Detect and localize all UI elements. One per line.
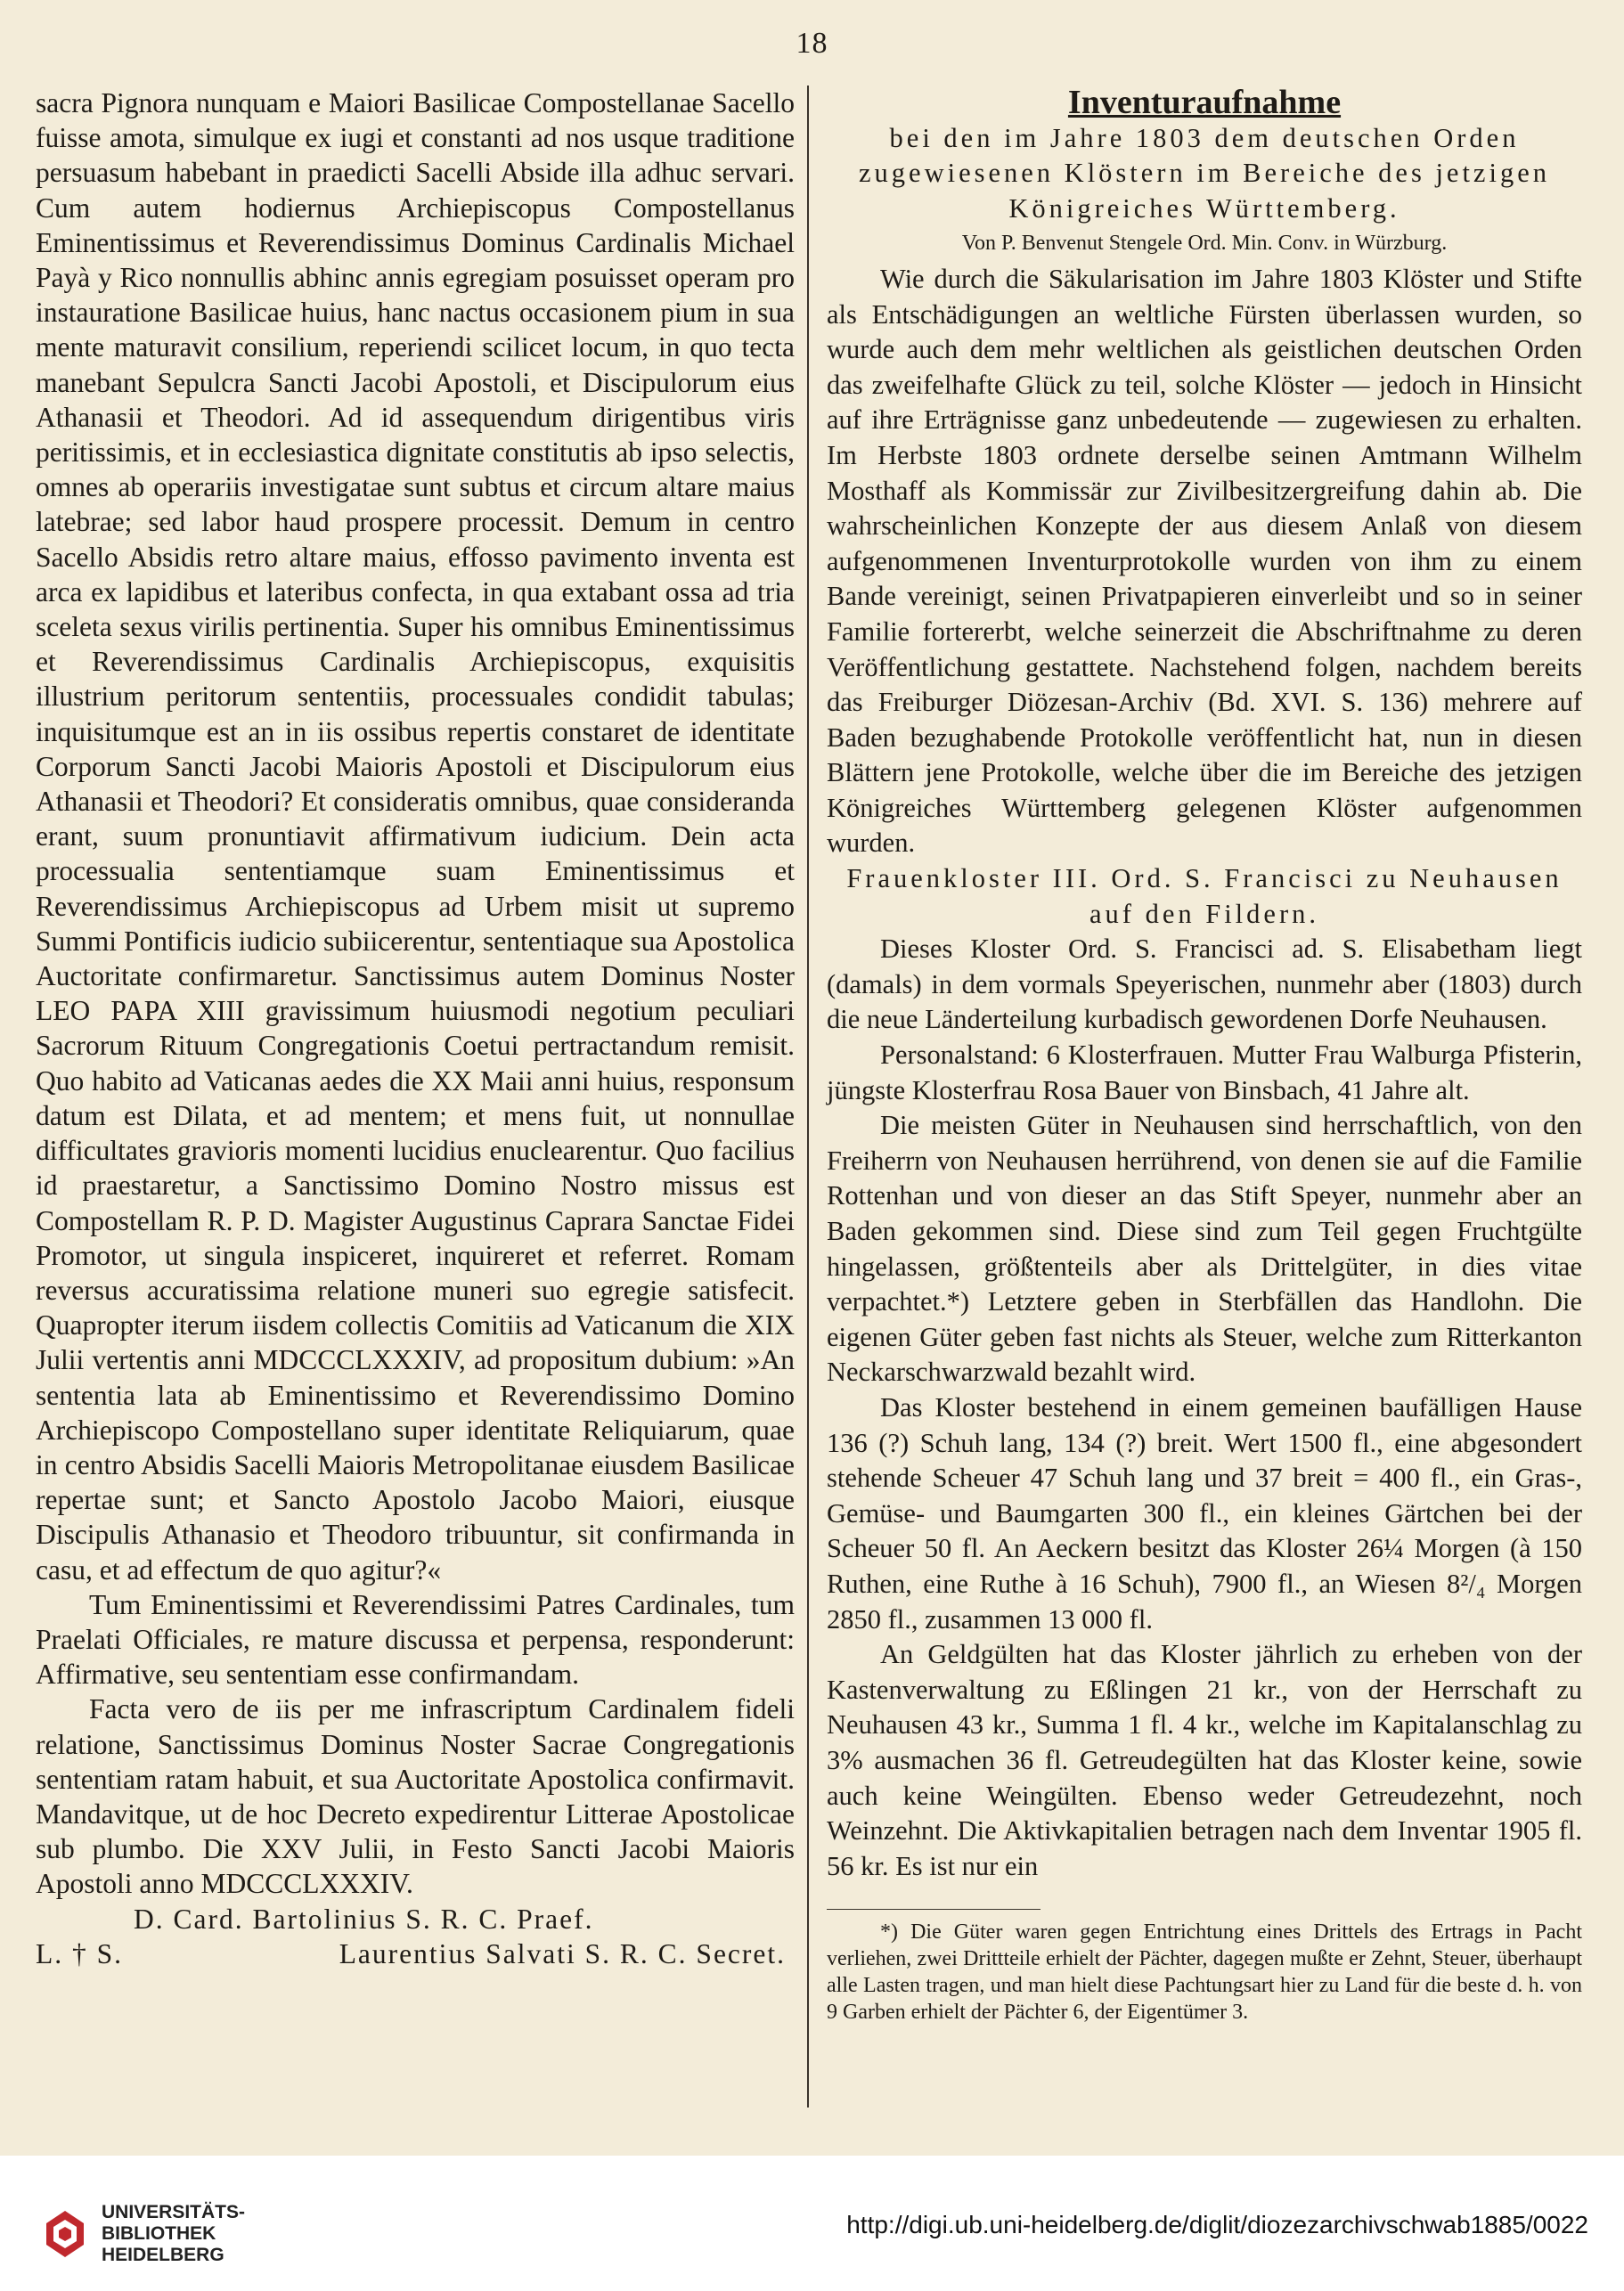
library-name (102, 2202, 245, 2266)
left-paragraph-2: Tum Eminentissimi et Reverendissimi Patres Cardinales, tum Praelati Officiales, re mature discussa et perpensa, responderunt: Affirmative, seu sententiam esse confirmandam. (36, 1588, 795, 1691)
left-paragraph-3: Facta vero de iis per me infrascriptum Cardinalem fideli relatione, Sanctissimus Dominus Noster Sacrae Congregationis sententiam ratam habuit, et sua Auctoritate Apostolica confirmavit. Mandavitque, ut de hoc Decreto expedirentur Litterae Apostolicae sub plumbo. Die XXV Julii, in Festo Sancti Jacobi Maioris Apostoli anno MDCCCLXXXIV. (36, 1693, 795, 1900)
column-divider (807, 86, 809, 2108)
library-crest-icon (45, 2209, 86, 2259)
right-paragraph-4: Das Kloster bestehend in einem gemeinen baufälligen Hause 136 (?) Schuh lang, 134 (?) breit. Wert 1500 fl., eine abgesondert stehende Scheuer 47 Schuh lang und 37 breit = 400 fl., ein Gras-, Gemüse- und Baumgarten 300 fl., ein kleines Gärtchen bei der Scheuer 50 fl. An Aeckern besitzt das Kloster 26¼ Morgen (à 150 Ruthen, eine Ruthe à 16 Schuh), 7900 fl., an Wiesen 8²/₄ Morgen 2850 fl., zusammen 13 000 fl. (827, 1391, 1582, 1635)
article-intro: Wie durch die Säkularisation im Jahre 1803 Klöster und Stifte als Entschädigungen an weltliche Fürsten überlassen wurden, so wurde auch dem mehr weltlichen als geistlichen deutschen Orden das zweifelhafte Glück zu teil, solche Klöster — jedoch in Hinsicht auf ihre Erträgnisse ganz unbedeutende — zugewiesen zu erhalten. Im Herbste 1803 ordnete derselbe seinen Amtmann Wilhelm Mosthaff als Kommissär zur Zivilbesitzergreifung dahin ab. Die wahrscheinlichen Konzepte der aus diesem Anlaß von diesem aufgenommenen Inventurprotokolle wurden von ihm zu einem Bande vereinigt, seinen Privatpapieren einverleibt und so in seiner Familie fortererbt, welche seinerzeit die Abschriftnahme zu deren Veröffentlichung gestattete. Nachstehend folgen, nachdem bereits das Freiburger Diözesan-Archiv (Bd. XVI. S. 136) mehrere auf Baden bezughabende Protokolle veröffentlicht hat, nun in diesen Blättern jene Protokolle, welche über die im Bereiche des jetzigen Königreiches Württemberg gelegenen Klöster aufgenommen wurden. (827, 263, 1582, 859)
article-author: Von P. Benvenut Stengele Ord. Min. Conv. in Würzburg. (961, 232, 1448, 256)
library-name-line-3: HEIDELBERG (102, 2245, 224, 2265)
right-column (827, 86, 1582, 2026)
left-column (36, 86, 795, 1971)
right-paragraph-2: Personalstand: 6 Klosterfrauen. Mutter Frau Walburga Pfisterin, jüngste Klosterfrau Rosa Bauer von Binsbach, 41 Jahre alt. (827, 1040, 1582, 1105)
library-name-line-1: UNIVERSITÄTS- (102, 2202, 246, 2222)
library-footer (0, 2156, 1624, 2291)
section-title: Frauenkloster III. Ord. S. Francisci zu Neuhausen auf den Fildern. (846, 863, 1563, 929)
source-url-link[interactable]: http://digi.ub.uni-heidelberg.de/diglit/diozezarchivschwab1885/0022 (846, 2211, 1588, 2238)
article-subheading: bei den im Jahre 1803 dem deutschen Orden zugewiesenen Klöstern im Bereiche des jetzigen Königreiches Württemberg. (859, 122, 1550, 224)
signature-prefect: D. Card. Bartolinius S. R. C. Praef. (134, 1903, 594, 1935)
seal-mark: L. † S. (36, 1937, 124, 1969)
page-number: 18 (796, 27, 828, 60)
library-logo[interactable] (45, 2202, 245, 2266)
signature-secretary-line (36, 1936, 795, 1971)
signature-secretary: Laurentius Salvati S. R. C. Secret. (339, 1937, 786, 1969)
right-paragraph-3: Die meisten Güter in Neuhausen sind herrschaftlich, von den Freiherrn von Neuhausen herrührend, von denen sie auf die Familie Rottenhan und von dieser an das Stift Speyer, nunmehr aber an Baden gekommen sind. Diese sind zum Teil gegen Fruchtgülte hingelassen, größtenteils aber als Drittelgüter, in dies vitae verpachtet.*) Letztere geben in Sterbfällen das Handlohn. Die eigenen Güter geben fast nichts als Steuer, welche zum Ritterkanton Neckarschwarzwald bezahlt wird. (827, 1110, 1582, 1388)
footnote: *) Die Güter waren gegen Entrichtung eines Drittels des Ertrags in Pacht verliehen, zwei Drittteile erhielt der Pächter, dagegen mußte er Zehnt, Steuer, überhaupt alle Lasten tragen, und man hielt diese Pachtungsart hier zu Land für die beste d. h. von 9 Garben erhielt der Pächter 6, der Eigentümer 3. (827, 1920, 1582, 2025)
article-heading: Inventuraufnahme (1067, 84, 1342, 121)
right-paragraph-5: An Geldgülten hat das Kloster jährlich zu erheben von der Kastenverwaltung zu Eßlingen 21 kr., von der Herrschaft zu Neuhausen 43 kr., Summa 1 fl. 4 kr., welche im Kapitalanschlag zu 3% ausmachen 36 fl. Getreudegülten hat das Kloster keine, sowie auch keine Weingülten. Ebenso weder Getreudezehnt, noch Weinzehnt. Die Aktivkapitalien betragen nach dem Inventar 1905 fl. 56 kr. Es ist nur ein (827, 1639, 1582, 1881)
footnote-rule (827, 1909, 1041, 1910)
right-paragraph-1: Dieses Kloster Ord. S. Francisci ad. S. Elisabetham liegt (damals) in dem vormals Speyerischen, nunmehr aber (1803) durch die neue Länderteilung kurbadisch gewordenen Dorfe Neuhausen. (827, 934, 1582, 1035)
left-paragraph-1: sacra Pignora nunquam e Maiori Basilicae Compostellanae Sacello fuisse amota, simulque ex iugi et constanti ad nos usque traditione persuasum habebant in praedicti Sacelli Abside illa adhuc servari. Cum autem hodiernus Archiepiscopus Compostellanus Eminentissimus et Reverendissimus Dominus Cardinalis Michael Payà y Rico nonnullis abhinc annis egregiam posuisset operam pro instauratione Basilicae huius, hanc nactus occasionem pium in sua mente maturavit consilium, reperiendi scilicet locum, in quo tecta manebant Sepulcra Sancti Jacobi Apostoli, et Discipulorum eius Athanasii et Theodori. Ad id assequendum dirigentibus viris peritissimis, et in ecclesiastica dignitate constitutis ab ipso selectis, omnes ab operariis investigatae sunt subtus et circum altare maius latebrae; sed labor haud prospere processit. Demum in centro Sacello Absidis retro altare maius, effosso pavimento inventa est arca ex lapidibus et lateribus confecta, in qua extabant ossa ad tria sceleta sexus virilis pertinentia. Super his omnibus Eminentissimus et Reverendissimus Cardinalis Archiepiscopus, exquisitis illustrium peritorum sententiis, processuales condidit tabulas; inquisitumque est an in iis ossibus repertis constaret de identitate Corporum Sancti Jacobi Maioris Apostoli et Discipulorum eius Athanasii et Theodori? Et consideratis omnibus, quae consideranda erant, suum pronuntiavit affirmativum iudicium. Dein acta processualia sententiamque suam Eminentissimus et Reverendissimus Archiepiscopus ad Urbem misit ut supremo Summi Pontificis iudicio subiicerentur, sententiaque sua Apostolica Auctoritate confirmaretur. Sanctissimus autem Dominus Noster LEO PAPA XIII gravissimum huiusmodi negotium peculiari Sacrorum Rituum Congregationis Coetui pertractandum remisit. Quo habito ad Vaticanas aedes die XX Maii anni huius, responsum datum est Dilata, et ad mentem; et mens fuit, ut nonnullae difficultates gravioris momenti lucidius enuclearentur. Quo facilius id praestaretur, a Sanctissimo Domino Nostro missus est Compostellam R. P. D. Magister Augustinus Caprara Sanctae Fidei Promotor, ut singula inspiceret, inquireret et referret. Romam reversus accuratissima relatione muneri suo egregie satisfecit. Quapropter iterum iisdem collectis Comitiis ad Vaticanum die XIX Julii vertentis anni MDCCCLXXXIV, ad propositum dubium: »An sententia lata ab Eminentissimo et Reverendissimo Domino Archiepiscopo Compostellano super identitate Reliquiarum, quae in centro Absidis Sacelli Maioris Metropolitanae eiusdem Basilicae repertae sunt; et Sancto Apostolo Jacobo Maiori, eiusque Discipulis Athanasio et Theodoro tribuuntur, sit confirmanda in casu, et ad effectum de quo agitur?« (36, 87, 795, 1586)
library-name-line-2: BIBLIOTHEK (102, 2223, 216, 2244)
